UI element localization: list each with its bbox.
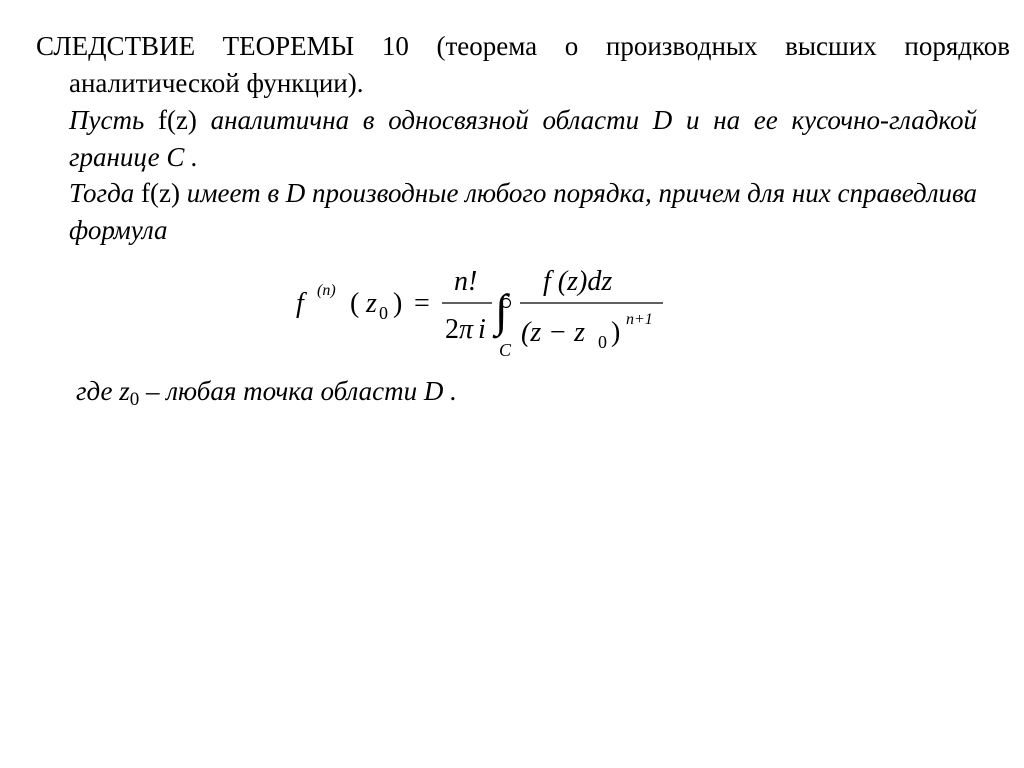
conclusion-paragraph: [69, 175, 977, 249]
where-z-subscript: 0: [129, 389, 140, 410]
formula-lhs-z-subscript: 0: [379, 303, 388, 323]
hypothesis-text-1: Пусть: [69, 105, 158, 135]
formula-lhs-f: f: [296, 288, 304, 319]
contour-integral-sign: ∫: [495, 285, 508, 336]
where-z: z: [119, 376, 130, 406]
conclusion-text-2: имеет в D производные любого порядка, причем для них справедлива формула: [69, 178, 978, 245]
corollary-subtitle: (теорема о производных высших порядков аналитической функции).: [69, 31, 1010, 98]
fraction1-denominator-pi: π: [459, 314, 474, 345]
fraction1-numerator: n!: [454, 266, 478, 297]
cauchy-derivative-formula: [290, 262, 680, 362]
formula-lhs-open-paren: (: [350, 288, 360, 319]
formula-lhs-close-paren: ): [393, 288, 403, 319]
fraction2-denominator: (z − z: [521, 317, 586, 348]
conclusion-text-1: Тогда: [69, 178, 141, 208]
fraction1-denominator-i: i: [478, 314, 486, 345]
conclusion-function: f(z): [141, 178, 180, 208]
formula-lhs-order: (n): [317, 282, 336, 299]
fraction1-denominator-2: 2: [445, 314, 459, 345]
where-clause: [76, 373, 457, 418]
hypothesis-text-2: аналитична в односвязной области D и на ее кусочно-гладкой границе C .: [69, 105, 977, 172]
fraction2-exponent: n+1: [626, 311, 653, 328]
formula-equals-sign: =: [414, 288, 430, 319]
contour-label: C: [499, 340, 512, 360]
fraction2-numerator: f (z)dz: [543, 266, 613, 297]
fraction2-denominator-close: ): [611, 317, 621, 348]
where-text-1: где: [76, 376, 120, 406]
formula-lhs-z: z: [366, 288, 377, 319]
corollary-heading: [36, 28, 1010, 102]
corollary-title: СЛЕДСТВИЕ ТЕОРЕМЫ 10: [36, 31, 409, 61]
fraction2-denominator-subscript: 0: [598, 332, 607, 352]
hypothesis-paragraph: [69, 102, 977, 176]
hypothesis-function: f(z): [157, 105, 197, 135]
where-text-2: – любая точка области D .: [139, 376, 457, 406]
